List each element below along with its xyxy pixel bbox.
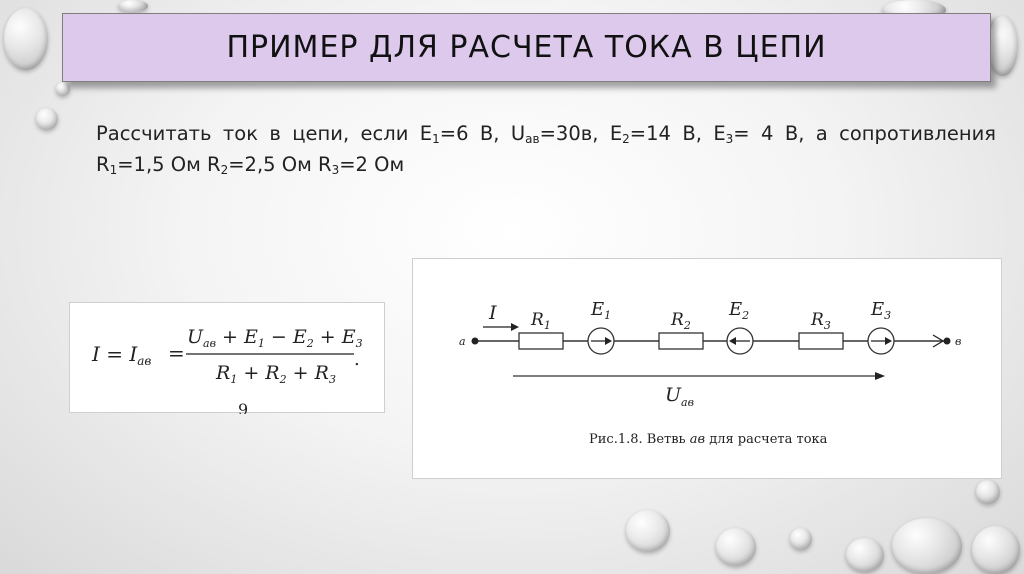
caption-text: Рис.1.8. Ветвь (589, 432, 690, 447)
subscript: 3 (355, 337, 363, 350)
node-a-label: а (459, 335, 466, 348)
circuit-diagram (412, 258, 1002, 479)
problem-text: =14 В, E (629, 122, 726, 145)
water-drop (4, 8, 48, 70)
subscript: ав (203, 337, 216, 350)
formula-equals: = (168, 341, 185, 365)
formula-num: − E (264, 326, 307, 348)
svg-text:E3 (870, 299, 891, 322)
svg-text:R2 (670, 310, 691, 332)
subscript: 1 (543, 319, 551, 332)
title-banner (62, 13, 991, 82)
problem-text: =1,5 Ом R (117, 153, 221, 176)
formula-num: + E (313, 326, 356, 348)
subscript: ав (137, 354, 152, 368)
formula-dot: . (354, 349, 360, 370)
resistor-r3 (799, 333, 843, 349)
water-drop (56, 82, 70, 96)
formula-den: + R (237, 362, 280, 384)
problem-text: =2 Ом (339, 153, 405, 176)
page-fragment: 9 (238, 400, 249, 414)
formula-den: + R (286, 362, 329, 384)
problem-text: Рассчитать ток в цепи, если E (96, 122, 433, 145)
water-drop (118, 0, 148, 12)
svg-text:R1 + R2 + R3 (215, 362, 336, 386)
formula-den: R (216, 362, 231, 384)
node-b-label: в (955, 335, 962, 348)
water-drop (846, 538, 884, 572)
voltage-label: U (665, 384, 682, 406)
r2-label: R (671, 310, 684, 330)
problem-text: =6 В, U (439, 122, 526, 145)
formula-num-u: U (187, 326, 204, 348)
voltage-arrow-head (875, 372, 885, 380)
subscript: 1 (432, 132, 440, 146)
problem-text: =2,5 Ом R (228, 153, 332, 176)
current-label: I (489, 302, 497, 324)
problem-text: = 4 В, а сопротивления R (96, 122, 996, 176)
resistor-r1 (519, 333, 563, 349)
subscript: 1 (257, 337, 265, 350)
svg-text:I = Iав (91, 342, 151, 368)
svg-text:Uав + E1 − E2 + E3 (187, 326, 363, 350)
subscript: 2 (220, 163, 229, 177)
subscript: 3 (328, 373, 336, 386)
subscript: 2 (279, 373, 287, 386)
circuit-svg (413, 259, 1003, 480)
water-drop (626, 510, 670, 552)
e2-label: E (729, 299, 743, 320)
svg-text:R3 (810, 310, 831, 332)
formula-image (69, 302, 385, 413)
subscript: 2 (306, 337, 314, 350)
e3-label: E (871, 299, 885, 320)
subscript: 3 (884, 309, 892, 322)
subscript: 3 (331, 163, 340, 177)
water-drop (972, 526, 1020, 574)
formula-lhs: I = I (92, 342, 138, 366)
slide-title: ПРИМЕР ДЛЯ РАСЧЕТА ТОКА В ЦЕПИ (226, 30, 827, 65)
subscript: ав (525, 132, 540, 146)
water-drop (892, 518, 962, 574)
water-drop (988, 16, 1018, 76)
water-drop (790, 528, 812, 550)
r3-label: R (811, 310, 824, 330)
subscript: 2 (622, 132, 630, 146)
formula-num: + E (215, 326, 258, 348)
formula-svg (70, 303, 386, 414)
subscript: ав (681, 396, 694, 409)
resistor-r2 (659, 333, 703, 349)
svg-text:E1 (590, 299, 611, 322)
subscript: 2 (742, 309, 750, 322)
svg-text:E2 (728, 299, 749, 322)
subscript: 3 (823, 319, 831, 332)
water-drop (716, 528, 756, 566)
subscript: 1 (109, 163, 118, 177)
subscript: 2 (683, 319, 691, 332)
svg-text:R1 (530, 310, 551, 332)
caption-text: для расчета тока (705, 432, 828, 447)
node-a-dot (472, 338, 479, 345)
svg-text:Uав (665, 384, 694, 409)
subscript: 1 (230, 373, 238, 386)
subscript: 1 (604, 309, 612, 322)
water-drop (36, 108, 58, 130)
svg-text:Рис.1.8. Ветвь ав для расчета (589, 432, 828, 447)
node-b-dot (944, 338, 951, 345)
water-drop (976, 480, 1000, 504)
caption-italic: ав (689, 432, 706, 447)
problem-statement (96, 118, 996, 180)
problem-text: =30в, E (539, 122, 623, 145)
e1-label: E (591, 299, 605, 320)
subscript: 3 (725, 132, 734, 146)
current-arrow-head (511, 323, 519, 331)
r1-label: R (531, 310, 544, 330)
